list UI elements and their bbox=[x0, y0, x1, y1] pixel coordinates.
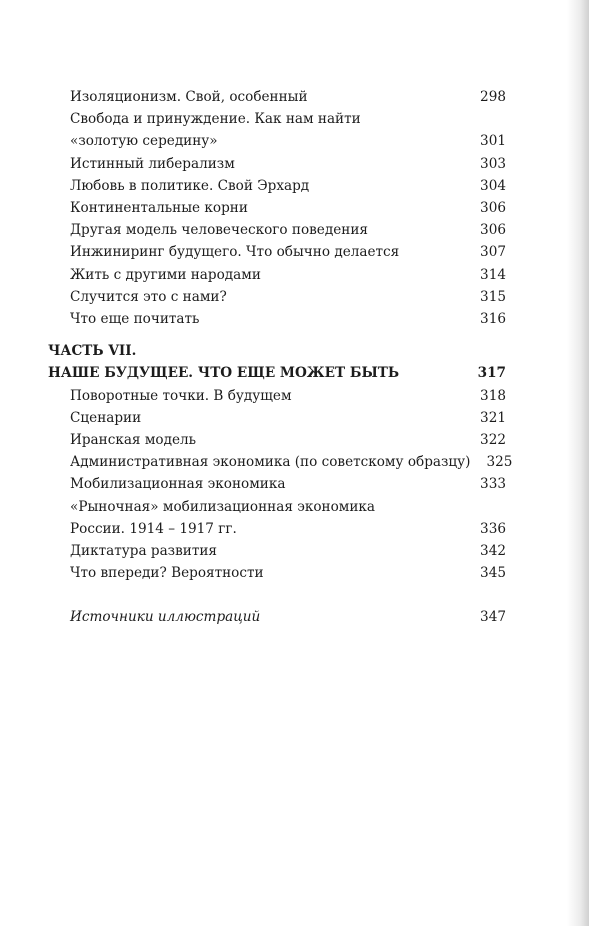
toc-entry[interactable] bbox=[48, 451, 513, 473]
toc-entry-title: Сценарии bbox=[70, 409, 142, 426]
toc-entry[interactable] bbox=[48, 130, 506, 152]
toc-entry-page: 345 bbox=[480, 565, 506, 582]
toc-entry-page: 306 bbox=[480, 222, 506, 239]
toc-entry[interactable] bbox=[48, 562, 506, 584]
toc-entry[interactable] bbox=[48, 518, 506, 540]
toc-entry-title: Мобилизационная экономика bbox=[70, 476, 286, 493]
toc-entry-title: Инжиниринг будущего. Что обычно делается bbox=[70, 244, 400, 261]
toc-entry-title: Любовь в политике. Свой Эрхард bbox=[70, 177, 310, 194]
toc-entry-page: 301 bbox=[480, 133, 506, 150]
toc-entry-page: 318 bbox=[480, 387, 506, 404]
section-spacer bbox=[48, 584, 506, 606]
toc-entry-page: 304 bbox=[480, 177, 506, 194]
toc-entry-page: 306 bbox=[480, 200, 506, 217]
part-title-entry[interactable] bbox=[48, 362, 506, 384]
toc-entry[interactable] bbox=[48, 153, 506, 175]
toc-entry-title: Поворотные точки. В будущем bbox=[70, 387, 292, 404]
toc-entry[interactable] bbox=[48, 286, 506, 308]
toc-entry-title: Что еще почитать bbox=[70, 311, 200, 328]
toc-entry-page: 316 bbox=[480, 311, 506, 328]
sources-page: 347 bbox=[480, 609, 506, 626]
toc-entry-page: 342 bbox=[480, 543, 506, 560]
toc-entry-title: Истинный либерализм bbox=[70, 155, 235, 172]
toc-entry-sources[interactable] bbox=[48, 606, 506, 628]
toc-entry[interactable] bbox=[48, 86, 506, 108]
toc-entry-page: 325 bbox=[486, 454, 513, 471]
toc-entry[interactable] bbox=[48, 540, 506, 562]
toc-entry[interactable] bbox=[48, 308, 506, 330]
toc-entry-title: Административная экономика (по советскому образцу) bbox=[70, 454, 471, 471]
table-of-contents bbox=[48, 86, 513, 629]
toc-entry-title-line[interactable]: «Рыночная» мобилизационная экономика bbox=[70, 498, 375, 515]
toc-entry-title: Жить с другими народами bbox=[70, 266, 261, 283]
part-title: НАШЕ БУДУЩЕЕ. ЧТО ЕЩЕ МОЖЕТ БЫТЬ bbox=[48, 365, 400, 382]
toc-entry[interactable] bbox=[48, 407, 506, 429]
part-page: 317 bbox=[477, 365, 506, 382]
toc-entry-page: 314 bbox=[480, 266, 506, 283]
toc-entry-title-line[interactable]: Свобода и принуждение. Как нам найти bbox=[70, 111, 361, 128]
toc-entry[interactable] bbox=[48, 197, 506, 219]
toc-entry-page: 307 bbox=[480, 244, 506, 261]
toc-entry-title: России. 1914 – 1917 гг. bbox=[70, 520, 237, 537]
toc-entry-page: 303 bbox=[480, 155, 506, 172]
toc-entry-page: 322 bbox=[480, 432, 506, 449]
toc-entry-page: 298 bbox=[480, 89, 506, 105]
toc-entry[interactable] bbox=[48, 219, 506, 241]
toc-entry[interactable] bbox=[48, 175, 506, 197]
toc-entry-title: Другая модель человеческого поведения bbox=[70, 222, 368, 239]
toc-entry-page: 336 bbox=[480, 520, 506, 537]
toc-entry-title: Случится это с нами? bbox=[70, 288, 227, 305]
toc-entry[interactable] bbox=[48, 264, 506, 286]
part-label: ЧАСТЬ VII. bbox=[48, 343, 137, 360]
toc-entry-title: Что впереди? Вероятности bbox=[70, 565, 264, 582]
toc-entry-title: Континентальные корни bbox=[70, 200, 248, 217]
toc-entry-title: Диктатура развития bbox=[70, 543, 217, 560]
toc-entry[interactable] bbox=[48, 241, 506, 263]
toc-entry[interactable] bbox=[48, 385, 506, 407]
toc-entry-title: «золотую середину» bbox=[70, 133, 218, 150]
toc-entry-title: Иранская модель bbox=[70, 432, 197, 449]
sources-title: Источники иллюстраций bbox=[70, 609, 261, 626]
toc-entry[interactable] bbox=[48, 473, 506, 495]
page-edge-shadow bbox=[567, 0, 589, 926]
toc-entry-title: Изоляционизм. Свой, особенный bbox=[70, 89, 308, 105]
toc-entry-page: 315 bbox=[480, 288, 506, 305]
toc-entry-page: 321 bbox=[480, 409, 506, 426]
toc-entry-page: 333 bbox=[480, 476, 506, 493]
toc-entry[interactable] bbox=[48, 429, 506, 451]
